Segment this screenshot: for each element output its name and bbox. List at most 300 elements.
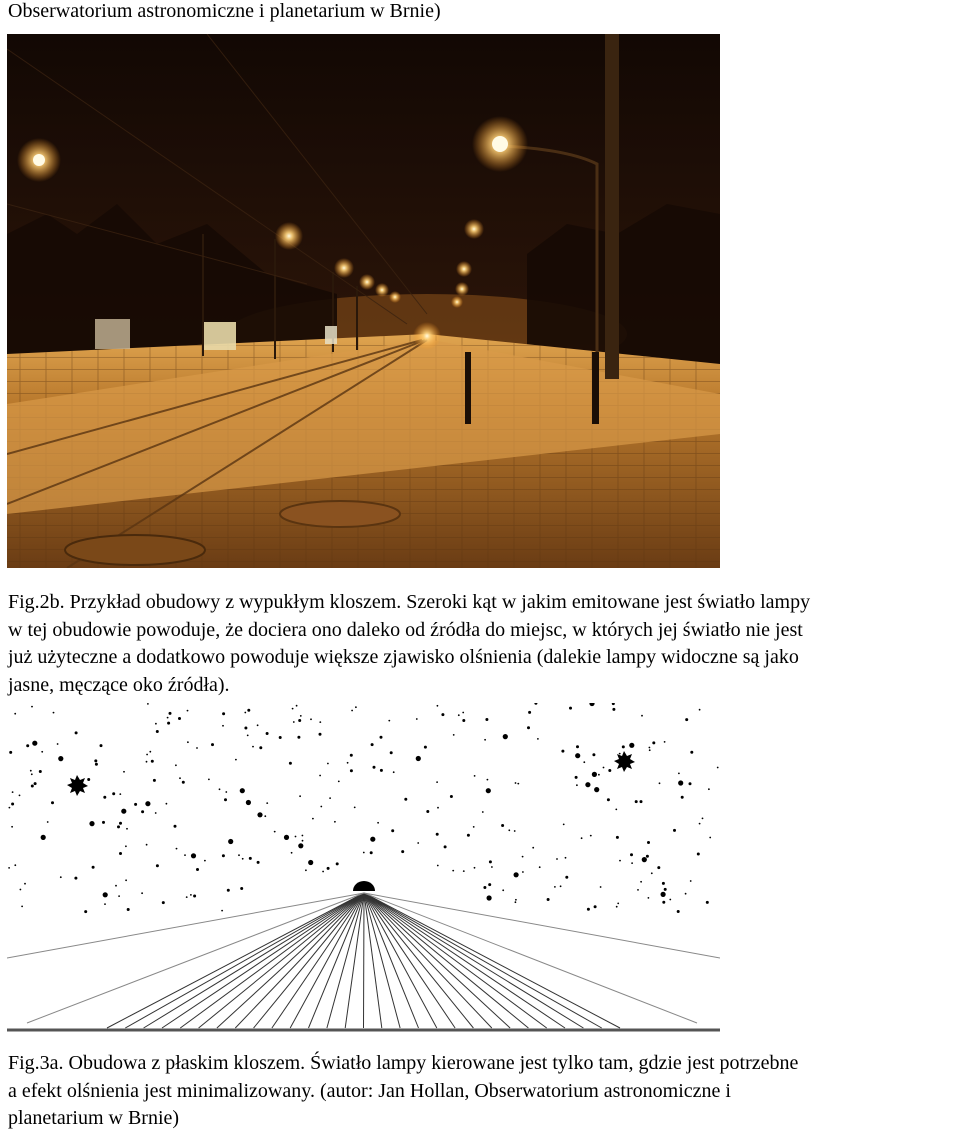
star — [338, 781, 340, 783]
star — [104, 903, 106, 905]
star — [642, 857, 647, 862]
star — [41, 835, 46, 840]
star — [240, 788, 245, 793]
light-ray — [290, 893, 364, 1028]
star — [247, 709, 250, 712]
star — [329, 797, 331, 799]
star — [630, 853, 633, 856]
star — [204, 860, 206, 862]
star — [47, 821, 49, 823]
star — [84, 910, 87, 913]
star — [75, 731, 78, 734]
star — [681, 796, 684, 799]
star — [363, 852, 365, 854]
light-ray — [199, 893, 364, 1028]
star — [175, 764, 177, 766]
star — [615, 809, 617, 811]
star — [327, 763, 329, 765]
star — [640, 881, 642, 883]
star — [488, 883, 491, 886]
star — [648, 897, 650, 899]
star — [257, 812, 262, 817]
star — [592, 772, 597, 777]
star — [298, 719, 301, 722]
star — [437, 705, 439, 707]
star — [637, 889, 639, 891]
star — [594, 905, 597, 908]
star — [174, 825, 177, 828]
star — [319, 733, 322, 736]
star — [662, 882, 665, 885]
light-ray — [125, 893, 364, 1028]
star — [121, 809, 126, 814]
star — [502, 889, 504, 891]
star — [453, 734, 455, 736]
star — [474, 867, 476, 869]
star — [244, 712, 246, 714]
star — [487, 779, 489, 781]
star — [225, 791, 227, 793]
star — [662, 901, 665, 904]
star — [664, 741, 666, 743]
star — [556, 858, 558, 860]
star — [436, 833, 439, 836]
star — [417, 842, 419, 844]
fig2b-line-3: już użyteczne a dodatkowo powoduje większe zjawisko olśnienia (dalekie lampy widoczne są jako — [8, 646, 799, 668]
star — [297, 736, 300, 739]
star — [685, 718, 688, 721]
star — [155, 812, 157, 814]
star — [127, 908, 130, 911]
star — [426, 810, 429, 813]
star — [393, 771, 395, 773]
star — [319, 775, 321, 777]
light-ray — [27, 893, 364, 1023]
star — [14, 864, 16, 866]
star — [603, 767, 605, 769]
star — [289, 762, 292, 765]
star — [166, 803, 168, 805]
star — [612, 708, 615, 711]
star — [437, 865, 439, 867]
star — [191, 853, 196, 858]
star — [709, 837, 711, 839]
star — [522, 871, 524, 873]
star — [266, 802, 268, 804]
star — [576, 745, 579, 748]
star — [401, 850, 404, 853]
star — [391, 829, 394, 832]
star — [380, 736, 383, 739]
star — [190, 894, 192, 896]
star — [31, 706, 33, 708]
star — [388, 720, 390, 722]
star — [179, 777, 181, 779]
star — [503, 734, 508, 739]
star — [89, 821, 94, 826]
star — [651, 872, 653, 874]
star — [619, 860, 621, 862]
star — [320, 806, 322, 808]
star — [424, 746, 427, 749]
star — [208, 779, 210, 781]
star — [302, 840, 304, 842]
star — [390, 751, 393, 754]
star — [21, 906, 23, 908]
star — [221, 910, 223, 912]
star — [608, 769, 611, 772]
star — [8, 867, 10, 869]
star — [119, 793, 121, 795]
star — [26, 744, 29, 747]
star — [123, 771, 125, 773]
star — [649, 749, 651, 751]
star — [196, 747, 198, 749]
star — [312, 818, 314, 820]
star — [501, 824, 504, 827]
star — [436, 781, 438, 783]
star — [12, 791, 14, 793]
star — [452, 870, 454, 872]
star — [514, 830, 516, 832]
fig2b-line-2: w tej obudowie powoduje, że dociera ono daleko od źródła do miejsc, w których jej światło nie jest — [8, 618, 803, 641]
star — [592, 753, 595, 756]
star — [336, 862, 339, 865]
star — [652, 741, 655, 744]
star — [467, 834, 470, 837]
light-ray — [254, 893, 364, 1028]
star — [327, 867, 330, 870]
star — [649, 747, 651, 749]
fig2b-line-1: Fig.2b. Przykład obudowy z wypukłym kloszem. Szeroki kąt w jakim emitowane jest światło lampy — [8, 591, 811, 613]
star — [575, 776, 578, 779]
light-rays — [7, 893, 720, 1028]
star — [145, 801, 150, 806]
star — [155, 723, 157, 725]
star — [149, 751, 151, 753]
star — [484, 739, 486, 741]
star — [305, 869, 307, 871]
star — [437, 807, 439, 809]
star — [515, 782, 517, 784]
star — [647, 841, 650, 844]
star — [631, 862, 633, 864]
star — [146, 844, 148, 846]
star — [246, 800, 251, 805]
star — [184, 854, 186, 856]
star — [697, 853, 700, 856]
star — [528, 711, 531, 714]
light-ray — [364, 893, 510, 1028]
light-ray — [364, 893, 528, 1028]
star — [334, 821, 336, 823]
fig3a-line-1: Fig.3a. Obudowa z płaskim kloszem. Światło lampy kierowane jest tylko tam, gdzie jest potrzebne — [8, 1052, 799, 1074]
star — [355, 706, 357, 708]
star — [310, 718, 312, 720]
star — [296, 705, 298, 707]
star — [242, 858, 244, 860]
star — [125, 845, 127, 847]
star — [92, 866, 95, 869]
star — [51, 801, 54, 804]
star — [20, 889, 22, 891]
star — [134, 803, 137, 806]
flat-lamp-diagram — [7, 703, 720, 1033]
star — [156, 864, 159, 867]
star — [619, 753, 621, 755]
star — [151, 760, 154, 763]
star — [31, 785, 34, 788]
star — [706, 901, 709, 904]
light-ray — [162, 893, 364, 1028]
star — [581, 837, 583, 839]
star — [11, 803, 14, 806]
star — [699, 823, 701, 825]
star — [57, 743, 59, 745]
star — [235, 759, 237, 761]
star — [485, 718, 488, 721]
star — [103, 796, 106, 799]
star — [673, 829, 676, 832]
star — [600, 886, 602, 888]
star — [126, 828, 128, 830]
star — [351, 710, 353, 712]
star — [517, 783, 519, 785]
star — [561, 750, 564, 753]
star — [641, 715, 643, 717]
star — [590, 835, 592, 837]
star — [259, 746, 262, 749]
star — [622, 745, 625, 748]
star — [146, 761, 148, 763]
star — [196, 868, 199, 871]
light-ray — [364, 893, 620, 1028]
star — [717, 767, 719, 769]
star — [264, 815, 266, 817]
star — [227, 889, 230, 892]
star — [30, 770, 32, 772]
star — [222, 854, 225, 857]
star — [585, 782, 590, 787]
star — [669, 899, 671, 901]
star — [100, 744, 103, 747]
star — [640, 800, 643, 803]
star — [508, 829, 510, 831]
star — [162, 901, 165, 904]
star — [141, 810, 144, 813]
star — [257, 861, 260, 864]
star — [474, 775, 476, 777]
star — [31, 773, 33, 775]
star — [370, 837, 375, 842]
star — [657, 866, 660, 869]
light-ray — [107, 893, 364, 1028]
star — [9, 807, 11, 809]
star — [219, 788, 221, 790]
star — [115, 885, 117, 887]
light-ray — [272, 893, 364, 1028]
star — [167, 722, 170, 725]
star — [34, 782, 37, 785]
star — [708, 788, 710, 790]
light-ray — [217, 893, 364, 1028]
fig3a-caption — [8, 1050, 960, 1133]
star — [319, 721, 321, 723]
star — [24, 883, 26, 885]
star — [350, 769, 353, 772]
star — [167, 717, 169, 719]
star — [247, 735, 249, 737]
star — [482, 811, 484, 813]
star — [240, 887, 243, 890]
star — [41, 751, 43, 753]
star — [293, 721, 295, 723]
star — [583, 761, 585, 763]
star — [211, 743, 214, 746]
star — [534, 703, 537, 705]
star — [14, 713, 16, 715]
star — [244, 727, 247, 730]
star — [94, 759, 97, 762]
star — [117, 825, 120, 828]
star — [102, 821, 105, 824]
star — [58, 756, 63, 761]
star — [119, 852, 122, 855]
star — [298, 843, 303, 848]
star — [153, 779, 156, 782]
star — [350, 754, 353, 757]
fig2b-caption — [8, 589, 960, 699]
star — [187, 741, 189, 743]
star — [659, 782, 661, 784]
star — [103, 892, 108, 897]
star — [522, 856, 524, 858]
star — [228, 839, 233, 844]
star — [537, 738, 539, 740]
star — [565, 857, 567, 859]
fig2b-line-4: jasne, męczące oko źródła). — [8, 673, 230, 696]
star — [193, 895, 196, 898]
light-ray — [364, 893, 382, 1028]
star — [594, 787, 599, 792]
star — [473, 826, 475, 828]
star — [53, 712, 55, 714]
star — [678, 773, 680, 775]
star — [635, 800, 638, 803]
star — [176, 848, 178, 850]
star — [257, 724, 259, 726]
star — [156, 730, 159, 733]
star — [617, 903, 619, 905]
star — [279, 736, 282, 739]
star — [291, 852, 293, 854]
star — [266, 732, 269, 735]
star — [690, 880, 692, 882]
star — [450, 795, 453, 798]
star — [587, 908, 590, 911]
star — [515, 901, 517, 903]
star — [300, 715, 302, 717]
star — [416, 756, 421, 761]
night-street-photo — [7, 34, 720, 568]
star — [187, 710, 189, 712]
star — [295, 836, 297, 838]
fig3a-line-2: a efekt olśnienia jest minimalizowany. (autor: Jan Hollan, Obserwatorium astronomiczne i — [8, 1079, 731, 1102]
star — [252, 746, 254, 748]
star — [224, 798, 227, 801]
star — [462, 712, 464, 714]
star — [178, 717, 181, 720]
star — [249, 857, 252, 860]
star — [569, 707, 572, 710]
lamp-icon — [353, 881, 375, 891]
star — [141, 892, 143, 894]
star — [292, 708, 294, 710]
star — [458, 714, 460, 716]
star — [87, 778, 90, 781]
star — [444, 845, 447, 848]
star — [125, 879, 127, 881]
star — [95, 763, 98, 766]
star — [515, 899, 517, 901]
light-ray — [364, 893, 365, 1028]
star — [489, 860, 492, 863]
top-caption: Obserwatorium astronomiczne i planetarium w Brnie) — [8, 0, 441, 22]
star — [462, 719, 465, 722]
star — [646, 855, 649, 858]
star — [182, 781, 185, 784]
star — [565, 876, 568, 879]
star — [302, 835, 304, 837]
star — [32, 741, 37, 746]
star — [527, 726, 530, 729]
star — [589, 703, 594, 706]
star — [563, 824, 565, 826]
star — [616, 836, 619, 839]
star — [112, 792, 115, 795]
star — [554, 886, 556, 888]
star — [416, 718, 418, 720]
star — [404, 798, 407, 801]
star — [539, 866, 541, 868]
star — [532, 847, 534, 849]
star — [661, 892, 666, 897]
star — [612, 703, 615, 705]
fig3a-line-3: planetarium w Brnie) — [8, 1107, 180, 1129]
light-ray — [364, 893, 602, 1028]
star — [11, 826, 13, 828]
star — [119, 822, 122, 825]
star — [598, 774, 600, 776]
star — [685, 893, 687, 895]
star — [690, 751, 693, 754]
star — [169, 712, 172, 715]
star — [373, 766, 376, 769]
star — [576, 784, 578, 786]
star — [9, 751, 12, 754]
star — [370, 851, 373, 854]
star — [483, 886, 486, 889]
star — [147, 703, 149, 705]
star — [491, 866, 493, 868]
star — [299, 795, 301, 797]
star — [347, 762, 349, 764]
bright-stars — [67, 751, 635, 796]
star — [702, 818, 704, 820]
star — [354, 807, 356, 809]
star — [616, 906, 618, 908]
light-ray — [364, 893, 473, 1028]
